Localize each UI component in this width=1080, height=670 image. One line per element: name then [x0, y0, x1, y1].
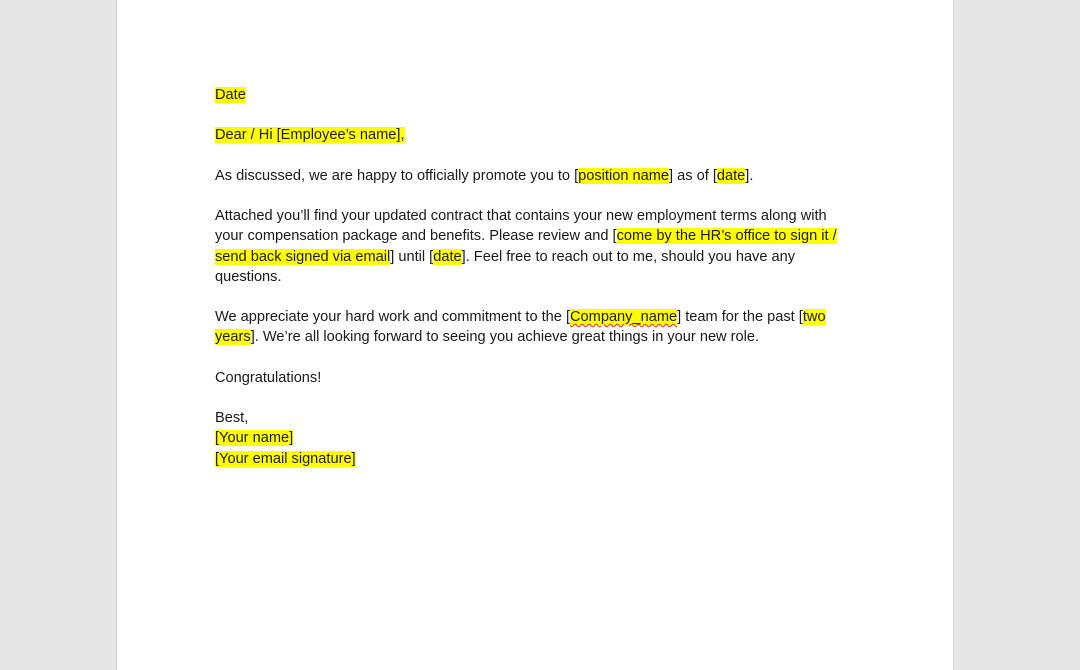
date-placeholder: Date — [215, 87, 246, 103]
return-method-placeholder: come by the HR’s office to sign it / send back signed via email — [215, 228, 837, 265]
text-run: We appreciate your hard work and commitment to the [ — [215, 309, 571, 326]
company-name-placeholder: Company_name — [570, 309, 678, 326]
text-run: As discussed, we are happy to officially promote you to [ — [215, 167, 579, 184]
text-run: ] until [ — [390, 248, 434, 265]
position-name-placeholder: position name — [578, 167, 670, 184]
paragraph-contract — [215, 206, 855, 287]
document-body[interactable] — [215, 85, 855, 469]
text-run: ] as of [ — [669, 167, 717, 184]
text-run: ]. We’re all looking forward to seeing you achieve great things in your new role. — [250, 329, 760, 346]
closing-text: Best, — [215, 410, 249, 427]
text-run: ] team for the past [ — [677, 309, 803, 326]
document-page[interactable] — [116, 0, 954, 670]
congratulations-line — [215, 368, 855, 388]
your-name-placeholder: [Your name] — [215, 430, 294, 447]
signoff-block — [215, 408, 855, 469]
paragraph-promotion — [215, 166, 855, 186]
greeting-line — [215, 125, 855, 145]
congratulations-text: Congratulations! — [215, 369, 322, 386]
date-line — [215, 85, 855, 105]
text-run: Attached you’ll find your updated contract that contains your new employment terms along with your compensation package and benefits. Please review and [ — [215, 208, 827, 245]
paragraph-appreciation — [215, 307, 855, 347]
text-run: ]. — [745, 167, 754, 184]
text-run: ]. Feel free to reach out to me, should you have any questions. — [215, 248, 796, 285]
promotion-date-placeholder: date — [716, 167, 746, 184]
email-signature-placeholder: [Your email signature] — [215, 450, 356, 467]
greeting: Dear / Hi [Employee’s name], — [215, 127, 405, 144]
deadline-date-placeholder: date — [433, 248, 462, 265]
tenure-placeholder: two years — [215, 309, 826, 346]
